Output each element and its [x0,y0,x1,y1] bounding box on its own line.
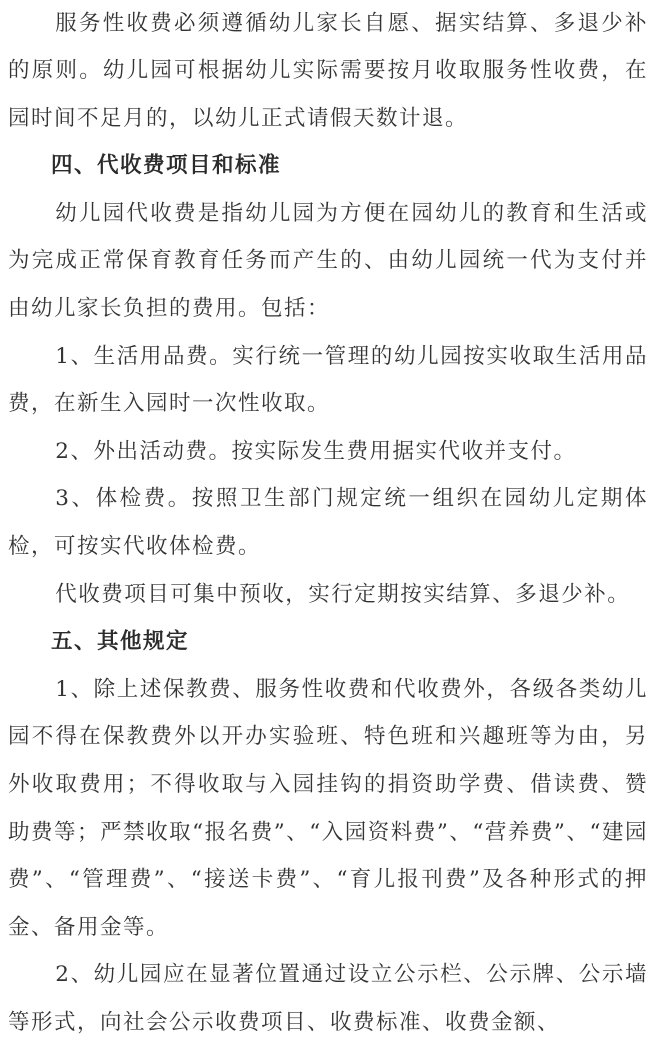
section-heading-4: 四、代收费项目和标准 [51,153,282,179]
section-heading-5: 五、其他规定 [51,629,190,655]
paragraph-collection-definition: 幼儿园代收费是指幼儿园为方便在园幼儿的教育和生活或为完成正常保育教育任务而产生的、由幼儿园统一代为支付并由幼儿家长负担的费用。包括： [8,200,648,322]
paragraph-item-1: 1、生活用品费。实行统一管理的幼儿园按实收取生活用品费，在新生入园时一次性收取。 [8,343,648,417]
paragraph-rule-1: 1、除上述保教费、服务性收费和代收费外，各级各类幼儿园不得在保教费外以开办实验班、特色班和兴趣班等为由，另外收取费用；不得收取与入园挂钩的捐资助学费、借读费、赞助费等；严禁收取“报名费”、“入园资料费”、“营养费”、“建园费”、“管理费”、“接送卡费”、“育儿报刊费”及各种形式的押金、备用金等。 [8,676,648,940]
paragraph-prepayment: 代收费项目可集中预收，实行定期按实结算、多退少补。 [55,581,631,607]
paragraph-rule-2: 2、幼儿园应在显著位置通过设立公示栏、公示牌、公示墙等形式，向社会公示收费项目、收费标准、收费金额、 [8,962,648,1035]
paragraph-item-3: 3、体检费。按照卫生部门规定统一组织在园幼儿定期体检，可按实代收体检费。 [8,486,648,560]
document-page [8,0,648,1047]
paragraph-service-fee-principle: 服务性收费必须遵循幼儿家长自愿、据实结算、多退少补的原则。幼儿园可根据幼儿实际需要按月收取服务性收费，在园时间不足月的，以幼儿正式请假天数计退。 [8,10,648,131]
paragraph-item-2: 2、外出活动费。按实际发生费用据实代收并支付。 [55,438,577,464]
